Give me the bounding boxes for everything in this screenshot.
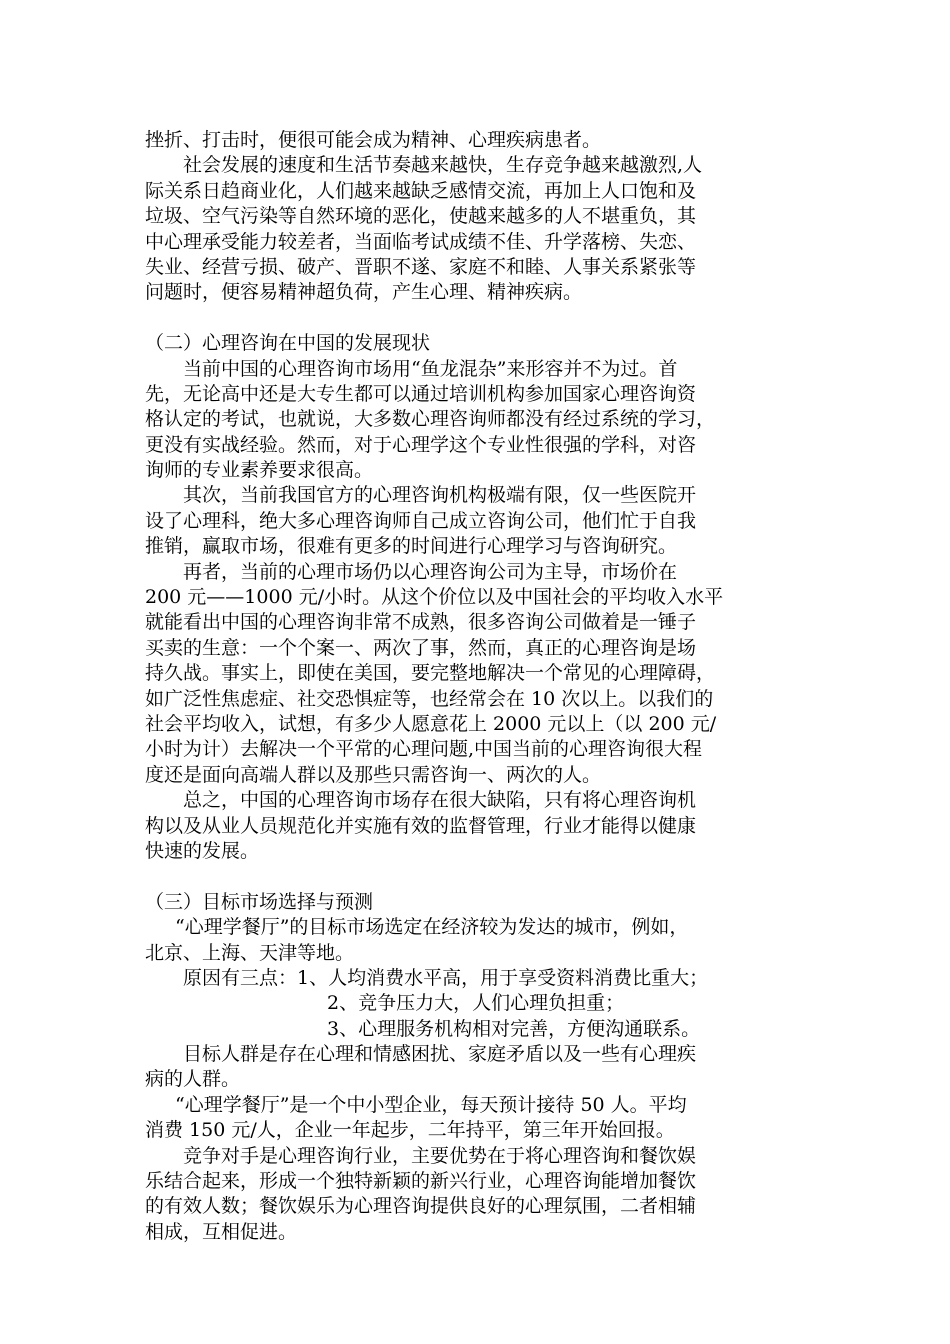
paragraph-line: 问题时，便容易精神超负荷，产生心理、精神疾病。 xyxy=(145,281,583,304)
paragraph-line: 消费 150 元/人，企业一年起步，二年持平，第三年开始回报。 xyxy=(145,1119,675,1142)
paragraph-line: 就能看出中国的心理咨询非常不成熟，很多咨询公司做着是一锤子 xyxy=(145,611,697,634)
paragraph-gap xyxy=(145,864,825,889)
paragraph-line: 社会平均收入，试想，有多少人愿意花上 2000 元以上（以 200 元/ xyxy=(145,712,717,735)
paragraph-line: 总之，中国的心理咨询市场存在很大缺陷，只有将心理咨询机 xyxy=(183,789,697,812)
paragraph-line: 垃圾、空气污染等自然环境的恶化，使越来越多的人不堪重负，其 xyxy=(145,205,697,228)
paragraph-line: 中心理承受能力较差者，当面临考试成绩不佳、升学落榜、失恋、 xyxy=(145,230,697,253)
paragraph-line: 格认定的考试，也就说，大多数心理咨询师都没有经过系统的学习， xyxy=(145,408,716,431)
paragraph-line: 持久战。事实上，即使在美国，要完整地解决一个常见的心理障碍， xyxy=(145,662,716,685)
paragraph-line: 际关系日趋商业化，人们越来越缺乏感情交流，再加上人口饱和及 xyxy=(145,179,697,202)
paragraph-line: “心理学餐厅”是一个中小型企业，每天预计接待 50 人。平均 xyxy=(175,1093,687,1116)
paragraph-line: 推销，赢取市场，很难有更多的时间进行心理学习与咨询研究。 xyxy=(145,535,678,558)
paragraph-line: 先，无论高中还是大专生都可以通过培训机构参加国家心理咨询资 xyxy=(145,382,697,405)
paragraph-line: 社会发展的速度和生活节奏越来越快，生存竞争越来越激烈,人 xyxy=(183,154,703,177)
paragraph-line: “心理学餐厅”的目标市场选定在经济较为发达的城市，例如， xyxy=(175,916,689,939)
paragraph-line: 失业、经营亏损、破产、晋职不遂、家庭不和睦、人事关系紧张等 xyxy=(145,255,697,278)
paragraph-line: 北京、上海、天津等地。 xyxy=(145,941,355,964)
paragraph-line: 如广泛性焦虑症、社交恐惧症等，也经常会在 10 次以上。以我们的 xyxy=(145,687,714,710)
paragraph-line: 目标人群是存在心理和情感困扰、家庭矛盾以及一些有心理疾 xyxy=(183,1043,697,1066)
document-body xyxy=(145,128,825,1245)
paragraph-line: 小时为计）去解决一个平常的心理问题,中国当前的心理咨询很大程 xyxy=(145,738,703,761)
paragraph-line: 竞争对手是心理咨询行业，主要优势在于将心理咨询和餐饮娱 xyxy=(183,1144,697,1167)
list-item: 3、心理服务机构相对完善，方便沟通联系。 xyxy=(327,1017,701,1040)
paragraph-line: 再者，当前的心理市场仍以心理咨询公司为主导，市场价在 xyxy=(183,560,678,583)
paragraph-line: 构以及从业人员规范化并实施有效的监督管理，行业才能得以健康 xyxy=(145,814,697,837)
paragraph-line: 挫折、打击时，便很可能会成为精神、心理疾病患者。 xyxy=(145,129,602,151)
paragraph-line: 快速的发展。 xyxy=(145,839,260,862)
paragraph-line: 更没有实战经验。然而，对于心理学这个专业性很强的学科，对咨 xyxy=(145,433,697,456)
list-item: 2、竞争压力大，人们心理负担重； xyxy=(327,992,625,1015)
paragraph-line: 原因有三点：1、人均消费水平高，用于享受资料消费比重大； xyxy=(183,966,709,989)
paragraph-line: 相成，互相促进。 xyxy=(145,1220,298,1243)
paragraph-line: 设了心理科，绝大多心理咨询师自己成立咨询公司，他们忙于自我 xyxy=(145,509,697,532)
paragraph-line: 询师的专业素养要求很高。 xyxy=(145,459,374,482)
paragraph-line: 度还是面向高端人群以及那些只需咨询一、两次的人。 xyxy=(145,763,602,786)
paragraph-line: 200 元——1000 元/小时。从这个价位以及中国社会的平均收入水平 xyxy=(145,586,724,609)
paragraph-line: 当前中国的心理咨询市场用“鱼龙混杂”来形容并不为过。首 xyxy=(183,357,678,380)
section-heading: （二）心理咨询在中国的发展现状 xyxy=(145,332,431,355)
paragraph-line: 病的人群。 xyxy=(145,1068,241,1091)
paragraph-line: 其次，当前我国官方的心理咨询机构极端有限，仅一些医院开 xyxy=(183,484,697,507)
paragraph-line: 乐结合起来，形成一个独特新颖的新兴行业，心理咨询能增加餐饮 xyxy=(145,1170,697,1193)
paragraph-line: 买卖的生意：一个个案一、两次了事，然而，真正的心理咨询是场 xyxy=(145,636,697,659)
paragraph-line: 的有效人数；餐饮娱乐为心理咨询提供良好的心理氛围，二者相辅 xyxy=(145,1195,697,1218)
paragraph-gap xyxy=(145,306,825,331)
section-heading: （三）目标市场选择与预测 xyxy=(145,890,374,913)
